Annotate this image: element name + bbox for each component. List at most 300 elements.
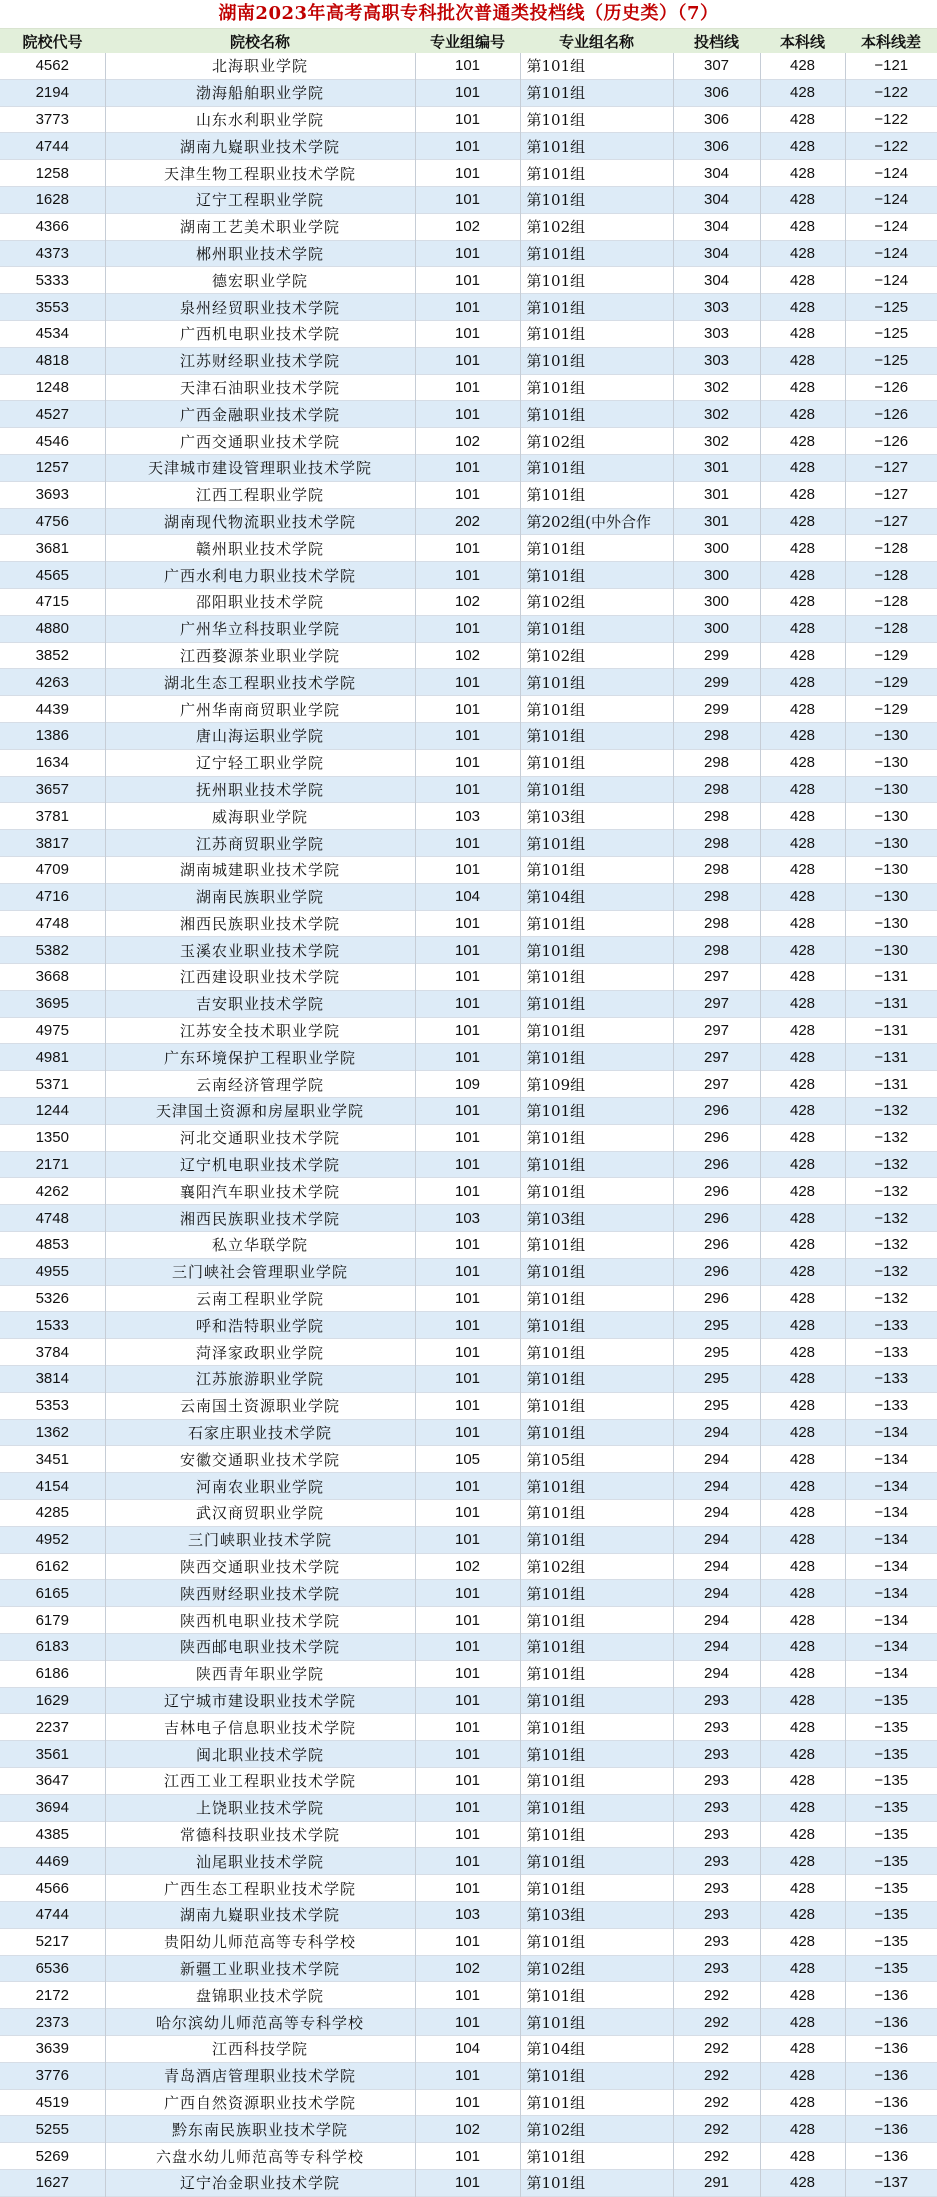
cell-undergrad-line: 428 [760, 428, 845, 455]
cell-undergrad-line: 428 [760, 347, 845, 374]
cell-line-diff: −124 [845, 240, 937, 267]
cell-school-code: 3784 [0, 1339, 105, 1366]
cell-cutoff-score: 304 [673, 267, 760, 294]
cell-undergrad-line: 428 [760, 1660, 845, 1687]
cell-group-name: 第101组 [520, 1821, 673, 1848]
table-row [0, 2169, 937, 2196]
cell-school-code: 4527 [0, 401, 105, 428]
cell-line-diff: −135 [845, 1955, 937, 1982]
cell-school-name: 陕西机电职业技术学院 [105, 1607, 415, 1634]
cell-group-name: 第101组 [520, 320, 673, 347]
cell-school-code: 5333 [0, 267, 105, 294]
table-row [0, 749, 937, 776]
cell-group-name: 第101组 [520, 1017, 673, 1044]
cell-line-diff: −135 [845, 1794, 937, 1821]
cell-group-number: 202 [415, 508, 520, 535]
cell-undergrad-line: 428 [760, 1687, 845, 1714]
cell-cutoff-score: 294 [673, 1526, 760, 1553]
cell-group-number: 101 [415, 615, 520, 642]
cell-school-code: 4955 [0, 1258, 105, 1285]
cell-group-number: 101 [415, 1392, 520, 1419]
cell-cutoff-score: 293 [673, 1768, 760, 1795]
cell-group-number: 101 [415, 1741, 520, 1768]
table-row [0, 267, 937, 294]
cell-group-name: 第101组 [520, 1178, 673, 1205]
cell-line-diff: −126 [845, 428, 937, 455]
cell-cutoff-score: 298 [673, 749, 760, 776]
table-row [0, 213, 937, 240]
cell-line-diff: −128 [845, 562, 937, 589]
cell-school-code: 1634 [0, 749, 105, 776]
cell-line-diff: −131 [845, 964, 937, 991]
cell-school-name: 常德科技职业技术学院 [105, 1821, 415, 1848]
table-row [0, 1017, 937, 1044]
cell-school-code: 1627 [0, 2169, 105, 2196]
cell-cutoff-score: 304 [673, 213, 760, 240]
cell-group-name: 第101组 [520, 1741, 673, 1768]
table-row [0, 133, 937, 160]
cell-school-code: 4709 [0, 856, 105, 883]
cell-school-name: 盘锦职业技术学院 [105, 1982, 415, 2009]
cell-school-name: 江西工程职业学院 [105, 481, 415, 508]
cell-school-code: 4756 [0, 508, 105, 535]
cell-school-name: 陕西青年职业学院 [105, 1660, 415, 1687]
cell-undergrad-line: 428 [760, 722, 845, 749]
cell-group-name: 第101组 [520, 2143, 673, 2170]
cell-school-name: 广西金融职业技术学院 [105, 401, 415, 428]
cell-group-name: 第101组 [520, 347, 673, 374]
header-group-number: 专业组编号 [415, 29, 520, 53]
cell-group-name: 第102组 [520, 1955, 673, 1982]
table-row [0, 615, 937, 642]
sheet-title: 湖南2023年高考高职专科批次普通类投档线（历史类）（7） [0, 0, 937, 29]
cell-school-name: 广西自然资源职业技术学院 [105, 2089, 415, 2116]
cell-group-number: 102 [415, 213, 520, 240]
cell-school-code: 4975 [0, 1017, 105, 1044]
table-row [0, 937, 937, 964]
cell-group-number: 101 [415, 1580, 520, 1607]
cell-line-diff: −135 [845, 1928, 937, 1955]
cell-group-number: 101 [415, 240, 520, 267]
cell-group-number: 101 [415, 186, 520, 213]
cell-undergrad-line: 428 [760, 508, 845, 535]
cell-school-code: 1386 [0, 722, 105, 749]
cell-line-diff: −132 [845, 1098, 937, 1125]
table-row [0, 830, 937, 857]
table-row [0, 1392, 937, 1419]
cell-school-code: 4744 [0, 1901, 105, 1928]
cell-undergrad-line: 428 [760, 1741, 845, 1768]
cell-undergrad-line: 428 [760, 1044, 845, 1071]
cell-group-name: 第101组 [520, 535, 673, 562]
cell-group-name: 第101组 [520, 1285, 673, 1312]
cell-school-name: 江苏商贸职业学院 [105, 830, 415, 857]
table-row [0, 964, 937, 991]
cell-line-diff: −127 [845, 481, 937, 508]
table-row [0, 186, 937, 213]
cell-line-diff: −130 [845, 910, 937, 937]
cell-undergrad-line: 428 [760, 374, 845, 401]
cell-group-number: 101 [415, 1714, 520, 1741]
cell-group-number: 101 [415, 106, 520, 133]
cell-group-name: 第101组 [520, 267, 673, 294]
table-row [0, 1714, 937, 1741]
cell-school-code: 1362 [0, 1419, 105, 1446]
cell-undergrad-line: 428 [760, 1178, 845, 1205]
cell-school-name: 江西工业工程职业技术学院 [105, 1768, 415, 1795]
cell-school-name: 襄阳汽车职业技术学院 [105, 1178, 415, 1205]
cell-undergrad-line: 428 [760, 1901, 845, 1928]
cell-line-diff: −122 [845, 79, 937, 106]
table-row [0, 1901, 937, 1928]
cell-school-code: 4818 [0, 347, 105, 374]
cell-school-name: 私立华联学院 [105, 1232, 415, 1259]
table-row [0, 535, 937, 562]
cell-group-number: 104 [415, 2035, 520, 2062]
cell-group-number: 101 [415, 2089, 520, 2116]
cell-cutoff-score: 307 [673, 53, 760, 79]
cell-school-code: 4880 [0, 615, 105, 642]
cell-school-code: 3657 [0, 776, 105, 803]
cell-group-name: 第101组 [520, 964, 673, 991]
cell-line-diff: −133 [845, 1339, 937, 1366]
table-row [0, 401, 937, 428]
cell-line-diff: −136 [845, 2009, 937, 2036]
cell-cutoff-score: 296 [673, 1205, 760, 1232]
cell-school-code: 4262 [0, 1178, 105, 1205]
cell-cutoff-score: 301 [673, 481, 760, 508]
cell-undergrad-line: 428 [760, 1124, 845, 1151]
cell-cutoff-score: 297 [673, 1017, 760, 1044]
cell-cutoff-score: 292 [673, 2143, 760, 2170]
cell-undergrad-line: 428 [760, 1312, 845, 1339]
cell-group-name: 第109组 [520, 1071, 673, 1098]
cell-group-name: 第101组 [520, 454, 673, 481]
cell-school-code: 1257 [0, 454, 105, 481]
cell-group-number: 101 [415, 2169, 520, 2196]
cell-line-diff: −130 [845, 722, 937, 749]
cell-undergrad-line: 428 [760, 320, 845, 347]
cell-group-name: 第101组 [520, 1526, 673, 1553]
cell-group-name: 第101组 [520, 374, 673, 401]
cell-line-diff: −134 [845, 1660, 937, 1687]
cell-cutoff-score: 296 [673, 1232, 760, 1259]
cell-undergrad-line: 428 [760, 830, 845, 857]
table-row [0, 79, 937, 106]
cell-school-name: 黔东南民族职业技术学院 [105, 2116, 415, 2143]
cell-group-number: 101 [415, 2009, 520, 2036]
cell-school-code: 1350 [0, 1124, 105, 1151]
cell-group-name: 第104组 [520, 883, 673, 910]
cell-group-number: 102 [415, 1553, 520, 1580]
table-row [0, 1446, 937, 1473]
cell-line-diff: −134 [845, 1500, 937, 1527]
cell-group-number: 101 [415, 696, 520, 723]
cell-group-name: 第102组 [520, 1553, 673, 1580]
cell-cutoff-score: 294 [673, 1473, 760, 1500]
header-school-name: 院校名称 [105, 29, 415, 53]
cell-undergrad-line: 428 [760, 1339, 845, 1366]
cell-group-name: 第101组 [520, 2089, 673, 2116]
cell-school-code: 4853 [0, 1232, 105, 1259]
cell-group-name: 第101组 [520, 1500, 673, 1527]
cell-undergrad-line: 428 [760, 642, 845, 669]
cell-school-name: 湖南现代物流职业技术学院 [105, 508, 415, 535]
cell-group-name: 第101组 [520, 2009, 673, 2036]
cell-cutoff-score: 296 [673, 1098, 760, 1125]
cell-cutoff-score: 296 [673, 1178, 760, 1205]
cell-school-code: 6536 [0, 1955, 105, 1982]
cell-group-name: 第102组 [520, 2116, 673, 2143]
cell-group-name: 第101组 [520, 562, 673, 589]
cell-undergrad-line: 428 [760, 1580, 845, 1607]
cell-group-name: 第101组 [520, 1419, 673, 1446]
cell-group-number: 101 [415, 749, 520, 776]
cell-line-diff: −132 [845, 1205, 937, 1232]
cell-group-number: 102 [415, 2116, 520, 2143]
cell-group-number: 101 [415, 1178, 520, 1205]
cell-group-number: 101 [415, 1768, 520, 1795]
table-row [0, 374, 937, 401]
cell-cutoff-score: 300 [673, 535, 760, 562]
cell-undergrad-line: 428 [760, 240, 845, 267]
cell-school-name: 湘西民族职业技术学院 [105, 910, 415, 937]
cell-school-code: 3553 [0, 294, 105, 321]
cell-cutoff-score: 301 [673, 454, 760, 481]
table-row [0, 1526, 937, 1553]
table-row [0, 1124, 937, 1151]
cell-undergrad-line: 428 [760, 1794, 845, 1821]
cell-school-code: 6162 [0, 1553, 105, 1580]
cell-group-number: 109 [415, 1071, 520, 1098]
cell-undergrad-line: 428 [760, 2116, 845, 2143]
cell-line-diff: −128 [845, 588, 937, 615]
cell-cutoff-score: 302 [673, 428, 760, 455]
cell-cutoff-score: 294 [673, 1607, 760, 1634]
cell-cutoff-score: 298 [673, 910, 760, 937]
cell-undergrad-line: 428 [760, 481, 845, 508]
cell-school-name: 三门峡社会管理职业学院 [105, 1258, 415, 1285]
cell-school-code: 3647 [0, 1768, 105, 1795]
cell-group-number: 105 [415, 1446, 520, 1473]
cell-line-diff: −134 [845, 1473, 937, 1500]
cell-line-diff: −134 [845, 1446, 937, 1473]
cell-school-code: 4154 [0, 1473, 105, 1500]
cell-school-name: 三门峡职业技术学院 [105, 1526, 415, 1553]
cell-line-diff: −130 [845, 937, 937, 964]
cell-line-diff: −129 [845, 642, 937, 669]
cell-school-name: 渤海船舶职业学院 [105, 79, 415, 106]
cell-line-diff: −136 [845, 2089, 937, 2116]
table-row [0, 1178, 937, 1205]
admission-score-table [0, 29, 937, 2197]
cell-group-name: 第103组 [520, 1901, 673, 1928]
table-row [0, 2116, 937, 2143]
cell-school-name: 闽北职业技术学院 [105, 1741, 415, 1768]
cell-group-name: 第101组 [520, 1124, 673, 1151]
cell-group-name: 第101组 [520, 1768, 673, 1795]
cell-school-name: 新疆工业职业技术学院 [105, 1955, 415, 1982]
cell-group-number: 102 [415, 1955, 520, 1982]
cell-line-diff: −131 [845, 1071, 937, 1098]
cell-school-code: 3693 [0, 481, 105, 508]
cell-school-code: 4565 [0, 562, 105, 589]
cell-school-name: 云南国土资源职业学院 [105, 1392, 415, 1419]
cell-group-number: 101 [415, 1928, 520, 1955]
cell-school-name: 天津石油职业技术学院 [105, 374, 415, 401]
cell-group-number: 101 [415, 964, 520, 991]
cell-group-name: 第101组 [520, 1848, 673, 1875]
cell-undergrad-line: 428 [760, 294, 845, 321]
cell-line-diff: −130 [845, 803, 937, 830]
cell-undergrad-line: 428 [760, 186, 845, 213]
cell-cutoff-score: 293 [673, 1848, 760, 1875]
cell-line-diff: −135 [845, 1714, 937, 1741]
cell-cutoff-score: 294 [673, 1446, 760, 1473]
table-row [0, 1071, 937, 1098]
cell-undergrad-line: 428 [760, 1205, 845, 1232]
cell-undergrad-line: 428 [760, 910, 845, 937]
table-row [0, 1687, 937, 1714]
cell-undergrad-line: 428 [760, 803, 845, 830]
cell-school-code: 3639 [0, 2035, 105, 2062]
cell-group-number: 101 [415, 133, 520, 160]
cell-school-name: 天津国土资源和房屋职业学院 [105, 1098, 415, 1125]
cell-group-name: 第101组 [520, 1044, 673, 1071]
cell-group-name: 第101组 [520, 1687, 673, 1714]
cell-cutoff-score: 292 [673, 2035, 760, 2062]
table-row [0, 1098, 937, 1125]
cell-school-code: 4981 [0, 1044, 105, 1071]
table-body [0, 53, 937, 2196]
cell-group-name: 第101组 [520, 856, 673, 883]
cell-cutoff-score: 299 [673, 696, 760, 723]
table-row [0, 1580, 937, 1607]
cell-undergrad-line: 428 [760, 937, 845, 964]
cell-group-number: 102 [415, 642, 520, 669]
cell-group-name: 第101组 [520, 1258, 673, 1285]
cell-undergrad-line: 428 [760, 1848, 845, 1875]
cell-school-code: 3668 [0, 964, 105, 991]
cell-school-name: 安徽交通职业技术学院 [105, 1446, 415, 1473]
cell-school-code: 5255 [0, 2116, 105, 2143]
cell-group-name: 第101组 [520, 830, 673, 857]
cell-undergrad-line: 428 [760, 1982, 845, 2009]
cell-cutoff-score: 306 [673, 133, 760, 160]
cell-group-name: 第102组 [520, 642, 673, 669]
cell-line-diff: −121 [845, 53, 937, 79]
cell-cutoff-score: 303 [673, 347, 760, 374]
cell-line-diff: −132 [845, 1151, 937, 1178]
cell-school-name: 河南农业职业学院 [105, 1473, 415, 1500]
cell-school-code: 1248 [0, 374, 105, 401]
table-row [0, 1419, 937, 1446]
cell-line-diff: −132 [845, 1232, 937, 1259]
cell-group-number: 101 [415, 1258, 520, 1285]
table-row [0, 320, 937, 347]
cell-cutoff-score: 298 [673, 856, 760, 883]
cell-school-name: 广东环境保护工程职业学院 [105, 1044, 415, 1071]
table-row [0, 347, 937, 374]
cell-school-code: 5326 [0, 1285, 105, 1312]
cell-line-diff: −125 [845, 347, 937, 374]
cell-cutoff-score: 304 [673, 186, 760, 213]
table-row [0, 1044, 937, 1071]
cell-line-diff: −122 [845, 106, 937, 133]
cell-line-diff: −135 [845, 1687, 937, 1714]
cell-group-name: 第101组 [520, 1312, 673, 1339]
cell-group-name: 第103组 [520, 803, 673, 830]
cell-school-name: 江西建设职业技术学院 [105, 964, 415, 991]
cell-cutoff-score: 294 [673, 1500, 760, 1527]
cell-cutoff-score: 299 [673, 642, 760, 669]
cell-school-code: 1533 [0, 1312, 105, 1339]
cell-group-name: 第101组 [520, 1473, 673, 1500]
cell-school-name: 北海职业学院 [105, 53, 415, 79]
table-row [0, 1875, 937, 1902]
cell-school-code: 3781 [0, 803, 105, 830]
cell-cutoff-score: 298 [673, 776, 760, 803]
table-row [0, 1741, 937, 1768]
cell-school-name: 德宏职业学院 [105, 267, 415, 294]
cell-line-diff: −130 [845, 749, 937, 776]
cell-school-name: 赣州职业技术学院 [105, 535, 415, 562]
cell-school-name: 湖南工艺美术职业学院 [105, 213, 415, 240]
table-row [0, 2009, 937, 2036]
cell-undergrad-line: 428 [760, 1071, 845, 1098]
cell-cutoff-score: 301 [673, 508, 760, 535]
cell-school-code: 6186 [0, 1660, 105, 1687]
cell-group-number: 103 [415, 803, 520, 830]
cell-school-code: 6179 [0, 1607, 105, 1634]
table-row [0, 1553, 937, 1580]
cell-school-name: 广西水利电力职业技术学院 [105, 562, 415, 589]
cell-school-code: 1258 [0, 160, 105, 187]
cell-undergrad-line: 428 [760, 1500, 845, 1527]
cell-cutoff-score: 306 [673, 106, 760, 133]
cell-line-diff: −128 [845, 535, 937, 562]
cell-line-diff: −131 [845, 990, 937, 1017]
cell-line-diff: −135 [845, 1848, 937, 1875]
cell-undergrad-line: 428 [760, 1607, 845, 1634]
cell-cutoff-score: 292 [673, 2089, 760, 2116]
cell-group-name: 第101组 [520, 1339, 673, 1366]
cell-group-number: 102 [415, 428, 520, 455]
cell-undergrad-line: 428 [760, 1258, 845, 1285]
cell-school-name: 邵阳职业技术学院 [105, 588, 415, 615]
cell-cutoff-score: 302 [673, 401, 760, 428]
cell-cutoff-score: 297 [673, 1071, 760, 1098]
cell-school-name: 辽宁机电职业技术学院 [105, 1151, 415, 1178]
cell-school-code: 5382 [0, 937, 105, 964]
cell-line-diff: −133 [845, 1392, 937, 1419]
cell-school-name: 郴州职业技术学院 [105, 240, 415, 267]
cell-line-diff: −130 [845, 830, 937, 857]
cell-group-number: 101 [415, 160, 520, 187]
cell-line-diff: −124 [845, 186, 937, 213]
cell-school-code: 4366 [0, 213, 105, 240]
table-row [0, 803, 937, 830]
cell-undergrad-line: 428 [760, 990, 845, 1017]
cell-group-name: 第103组 [520, 1205, 673, 1232]
cell-line-diff: −133 [845, 1366, 937, 1393]
cell-undergrad-line: 428 [760, 883, 845, 910]
cell-line-diff: −135 [845, 1768, 937, 1795]
cell-cutoff-score: 295 [673, 1366, 760, 1393]
cell-group-name: 第101组 [520, 1366, 673, 1393]
cell-cutoff-score: 300 [673, 588, 760, 615]
cell-undergrad-line: 428 [760, 749, 845, 776]
